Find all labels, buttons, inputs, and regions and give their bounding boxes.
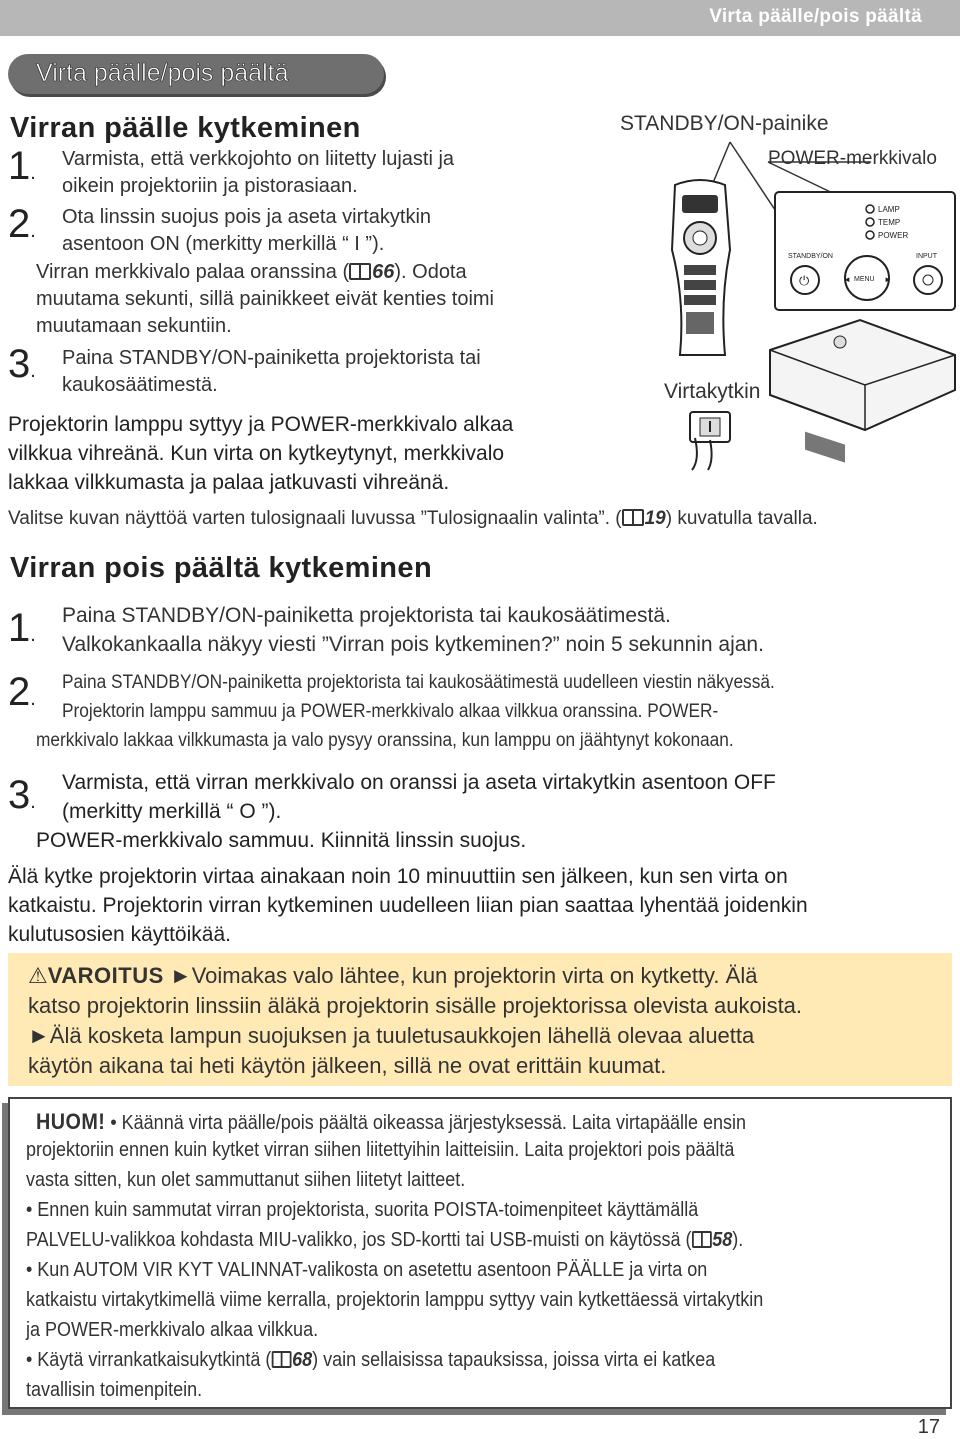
callout-standby: STANDBY/ON-painike <box>620 112 829 135</box>
paragraph-text: Älä kytke projektorin virtaa ainakaan noin 10 minuuttiin sen jälkeen, kun sen virta on <box>8 865 788 888</box>
paragraph-text: lakkaa vilkkumasta ja palaa jatkuvasti vihreänä. <box>8 471 450 494</box>
panel-label: LAMP <box>878 205 900 214</box>
section-off-title: Virran pois päältä kytkeminen <box>10 552 433 584</box>
step-text: Paina STANDBY/ON-painiketta projektorista tai kaukosäätimestä uudelleen viestin näkyessä. <box>62 672 775 693</box>
book-icon <box>622 509 644 526</box>
step-text: muutama sekunti, sillä painikkeet eivät kenties toimi <box>36 288 494 310</box>
page-ref-link[interactable]: 58 <box>712 1229 733 1251</box>
step-number: 3. <box>8 342 36 386</box>
pill-title: Virta päälle/pois päältä <box>36 59 289 87</box>
section-pill <box>8 54 384 94</box>
callout-power: POWER-merkkivalo <box>768 148 937 169</box>
note-line: katkaistu virtakytkimellä viime kerralla, projektorin lamppu syttyy vain kytkettäessä virtakytkin <box>26 1289 764 1311</box>
step-text: Valkokankaalla näkyy viesti ”Virran pois kytkeminen?” noin 5 sekunnin ajan. <box>62 633 764 656</box>
step-number: 2. <box>8 670 36 714</box>
remote-control-icon <box>672 180 730 355</box>
svg-text:◄: ◄ <box>843 275 851 284</box>
projector-icon <box>770 320 955 463</box>
header-bar <box>0 0 960 36</box>
warning-line: ⚠VAROITUS ►Voimakas valo lähtee, kun projektorin virta on kytketty. Älä <box>28 963 758 988</box>
svg-text:⏻: ⏻ <box>799 274 810 289</box>
book-icon <box>349 263 371 280</box>
note-line: HUOM! • Käännä virta päälle/pois päältä oikeassa järjestyksessä. Laita virtapäälle ensin <box>36 1109 747 1134</box>
note-line: ja POWER-merkkivalo alkaa vilkkua. <box>26 1319 319 1341</box>
step-text: oikein projektoriin ja pistorasiaan. <box>62 175 358 197</box>
warning-icon: ⚠ <box>28 963 48 988</box>
panel-label: TEMP <box>878 218 901 227</box>
step-number: 1. <box>8 144 36 188</box>
warning-line: käytön aikana tai heti käytön jälkeen, sillä ne ovat erittäin kuumat. <box>28 1053 667 1078</box>
panel-label: MENU <box>854 276 875 283</box>
page-ref-link[interactable]: 68 <box>292 1349 313 1371</box>
step-text: Projektorin lamppu sammuu ja POWER-merkkivalo alkaa vilkkua oranssina. POWER- <box>62 701 719 722</box>
step-number: 3. <box>8 773 36 817</box>
input-button-icon <box>914 266 942 294</box>
warning-label: VAROITUS <box>47 963 164 988</box>
panel-label: POWER <box>878 231 909 240</box>
power-indicator-icon <box>866 231 874 239</box>
step-text: Varmista, että verkkojohto on liitetty lujasti ja <box>62 148 455 170</box>
note-box <box>8 1097 952 1409</box>
header-title: Virta päälle/pois päältä <box>709 6 922 27</box>
paragraph-text: vilkkua vihreänä. Kun virta on kytkeytynyt, merkkivalo <box>8 442 505 465</box>
note-label: HUOM! <box>36 1109 106 1134</box>
note-line: • Kun AUTOM VIR KYT VALINNAT-valikosta on asetettu asentoon PÄÄLLE ja virta on <box>26 1259 708 1281</box>
lamp-indicator-icon <box>866 205 874 213</box>
paragraph-text: kulutusosien käyttöikää. <box>8 923 231 946</box>
step-text: Virran merkkivalo palaa oranssina ( 66). Odota <box>36 261 467 283</box>
step-text: muutamaan sekuntiin. <box>36 315 232 337</box>
step-text: asentoon ON (merkitty merkillä “ I ”). <box>62 233 385 255</box>
paragraph-text: Valitse kuvan näyttöä varten tulosignaali luvussa ”Tulosignaalin valinta”. ( 19) kuvatulla tavalla. <box>8 508 818 529</box>
note-line: • Käytä virrankatkaisukytkintä ( 68) vain sellaisissa tapauksissa, joissa virta ei katkea <box>26 1349 716 1371</box>
book-icon <box>692 1231 712 1248</box>
power-switch-icon <box>690 412 730 470</box>
panel-label: INPUT <box>916 253 937 260</box>
step-text: Ota linssin suojus pois ja aseta virtakytkin <box>62 206 432 228</box>
warning-box <box>8 953 952 1086</box>
step-text: merkkivalo lakkaa vilkkumasta ja valo pysyy oranssina, kun lamppu on jäähtynyt kokonaan. <box>36 730 734 751</box>
page-ref-link[interactable]: 19 <box>644 508 666 529</box>
panel-label: STANDBY/ON <box>788 253 833 260</box>
paragraph-text: katkaistu. Projektorin virran kytkeminen uudelleen liian pian saattaa lyhentää joidenkin <box>8 894 808 917</box>
temp-indicator-icon <box>866 218 874 226</box>
paragraph-text: Projektorin lamppu syttyy ja POWER-merkkivalo alkaa <box>8 413 514 436</box>
arrow-icon: ► <box>28 1023 50 1048</box>
step-text: Varmista, että virran merkkivalo on oranssi ja aseta virtakytkin asentoon OFF <box>62 771 776 794</box>
arrow-icon: ► <box>169 963 192 988</box>
note-line: PALVELU-valikkoa kohdasta MIU-valikko, jos SD-kortti tai USB-muisti on käytössä ( 58). <box>26 1229 744 1251</box>
step-number: 2. <box>8 202 36 246</box>
projector-figure <box>600 130 960 480</box>
svg-text:►: ► <box>884 275 892 284</box>
step-text: kaukosäätimestä. <box>62 374 218 396</box>
note-line: • Ennen kuin sammutat virran projektorista, suorita POISTA-toimenpiteet käyttämällä <box>26 1199 699 1221</box>
warning-line: katso projektorin linssiin äläkä projektorin sisälle projektorissa olevista aukoista. <box>28 993 803 1018</box>
section-on-title: Virran päälle kytkeminen <box>10 112 361 144</box>
note-line: vasta sitten, kun olet sammuttanut siihen liitetyt laitteet. <box>26 1169 466 1191</box>
book-icon <box>271 1351 291 1368</box>
page-ref-link[interactable]: 66 <box>372 261 395 283</box>
note-line: tavallisin toimenpitein. <box>26 1379 203 1401</box>
note-line: projektoriin ennen kuin kytket virran siihen liitettyihin laitteisiin. Laita projektori pois päältä <box>26 1139 735 1161</box>
callout-switch: Virtakytkin <box>664 380 761 403</box>
page-number: 17 <box>917 1416 940 1438</box>
step-number: 1. <box>8 606 36 650</box>
control-panel <box>775 192 955 310</box>
step-text: Paina STANDBY/ON-painiketta projektorista tai <box>62 347 481 369</box>
warning-line: ►Älä kosketa lampun suojuksen ja tuuletusaukkojen lähellä olevaa aluetta <box>28 1023 755 1048</box>
step-text: (merkitty merkillä “ O ”). <box>62 800 282 823</box>
step-text: POWER-merkkivalo sammuu. Kiinnitä linssin suojus. <box>36 829 527 852</box>
step-text: Paina STANDBY/ON-painiketta projektorista tai kaukosäätimestä. <box>62 604 671 627</box>
